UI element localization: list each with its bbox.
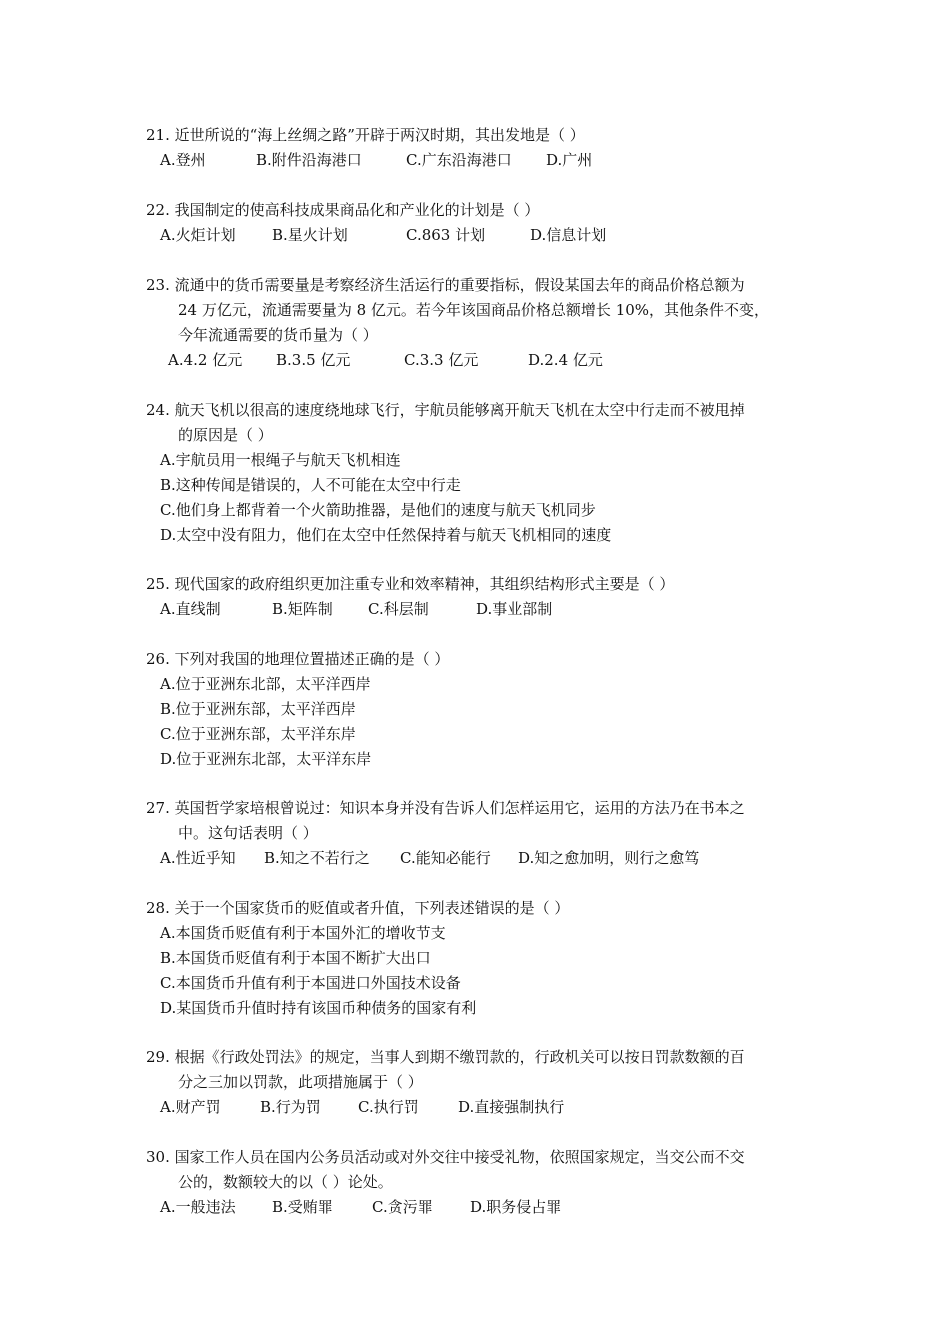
option-a: A.登州 xyxy=(160,151,206,169)
option-a: A.性近乎知 xyxy=(160,849,236,867)
option-a: A.本国货币贬值有利于本国外汇的增收节支 xyxy=(160,924,446,942)
question-stem-line: 今年流通需要的货币量为（ ） xyxy=(178,326,378,344)
option-b: B.3.5 亿元 xyxy=(276,351,351,369)
option-d: D.位于亚洲东北部，太平洋东岸 xyxy=(160,750,372,768)
option-c: C.科层制 xyxy=(368,600,429,618)
question-stem-line: 29. 根据《行政处罚法》的规定，当事人到期不缴罚款的，行政机关可以按日罚款数额的百 xyxy=(146,1048,745,1066)
option-b: B.受贿罪 xyxy=(272,1198,333,1216)
option-b: B.行为罚 xyxy=(260,1098,321,1116)
option-b: B.这种传闻是错误的，人不可能在太空中行走 xyxy=(160,476,461,494)
question-stem-line: 25. 现代国家的政府组织更加注重专业和效率精神，其组织结构形式主要是（ ） xyxy=(146,575,675,593)
option-d: D.信息计划 xyxy=(530,226,607,244)
option-a: A.火炬计划 xyxy=(160,226,236,244)
option-c: C.863 计划 xyxy=(406,226,486,244)
option-b: B.矩阵制 xyxy=(272,600,333,618)
question-stem-line: 30. 国家工作人员在国内公务员活动或对外交往中接受礼物，依照国家规定，当交公而不交 xyxy=(146,1148,745,1166)
option-a: A.宇航员用一根绳子与航天飞机相连 xyxy=(160,451,401,469)
option-c: C.执行罚 xyxy=(358,1098,419,1116)
question-stem-line: 27. 英国哲学家培根曾说过：知识本身并没有告诉人们怎样运用它，运用的方法乃在书本之 xyxy=(146,799,745,817)
option-d: D.事业部制 xyxy=(476,600,553,618)
option-c: C.3.3 亿元 xyxy=(404,351,479,369)
option-a: A.4.2 亿元 xyxy=(168,351,243,369)
option-b: B.位于亚洲东部，太平洋西岸 xyxy=(160,700,356,718)
option-b: B.本国货币贬值有利于本国不断扩大出口 xyxy=(160,949,431,967)
option-d: D.2.4 亿元 xyxy=(528,351,603,369)
option-d: D.太空中没有阻力，他们在太空中任然保持着与航天飞机相同的速度 xyxy=(160,526,612,544)
option-d: D.知之愈加明，则行之愈笃 xyxy=(518,849,700,867)
option-c: C.位于亚洲东部，太平洋东岸 xyxy=(160,725,356,743)
question-stem-line: 中。这句话表明（ ） xyxy=(178,824,318,842)
option-a: A.位于亚洲东北部，太平洋西岸 xyxy=(160,675,371,693)
option-c: C.广东沿海港口 xyxy=(406,151,512,169)
option-c: C.能知必能行 xyxy=(400,849,491,867)
option-a: A.财产罚 xyxy=(160,1098,221,1116)
option-b: B.星火计划 xyxy=(272,226,348,244)
question-stem-line: 26. 下列对我国的地理位置描述正确的是（ ） xyxy=(146,650,450,668)
question-stem-line: 分之三加以罚款，此项措施属于（ ） xyxy=(178,1073,423,1091)
question-stem-line: 的原因是（ ） xyxy=(178,426,273,444)
option-d: D.直接强制执行 xyxy=(458,1098,565,1116)
question-stem-line: 公的，数额较大的以（ ）论处。 xyxy=(178,1173,393,1191)
question-stem-line: 28. 关于一个国家货币的贬值或者升值，下列表述错误的是（ ） xyxy=(146,899,570,917)
option-d: D.广州 xyxy=(546,151,593,169)
option-a: A.直线制 xyxy=(160,600,221,618)
option-a: A.一般违法 xyxy=(160,1198,236,1216)
question-stem-line: 21. 近世所说的“海上丝绸之路”开辟于两汉时期，其出发地是（ ） xyxy=(146,126,585,144)
option-c: C.他们身上都背着一个火箭助推器，是他们的速度与航天飞机同步 xyxy=(160,501,596,519)
question-stem-line: 24 万亿元，流通需要量为 8 亿元。若今年该国商品价格总额增长 10%，其他条件不变， xyxy=(178,301,770,319)
question-stem-line: 24. 航天飞机以很高的速度绕地球飞行，宇航员能够离开航天飞机在太空中行走而不被甩掉 xyxy=(146,401,745,419)
option-b: B.附件沿海港口 xyxy=(256,151,362,169)
option-c: C.贪污罪 xyxy=(372,1198,433,1216)
option-b: B.知之不若行之 xyxy=(264,849,370,867)
option-d: D.某国货币升值时持有该国币种债务的国家有利 xyxy=(160,999,477,1017)
question-stem-line: 23. 流通中的货币需要量是考察经济生活运行的重要指标，假设某国去年的商品价格总额为 xyxy=(146,276,745,294)
question-stem-line: 22. 我国制定的使高科技成果商品化和产业化的计划是（ ） xyxy=(146,201,540,219)
option-d: D.职务侵占罪 xyxy=(470,1198,562,1216)
option-c: C.本国货币升值有利于本国进口外国技术设备 xyxy=(160,974,461,992)
